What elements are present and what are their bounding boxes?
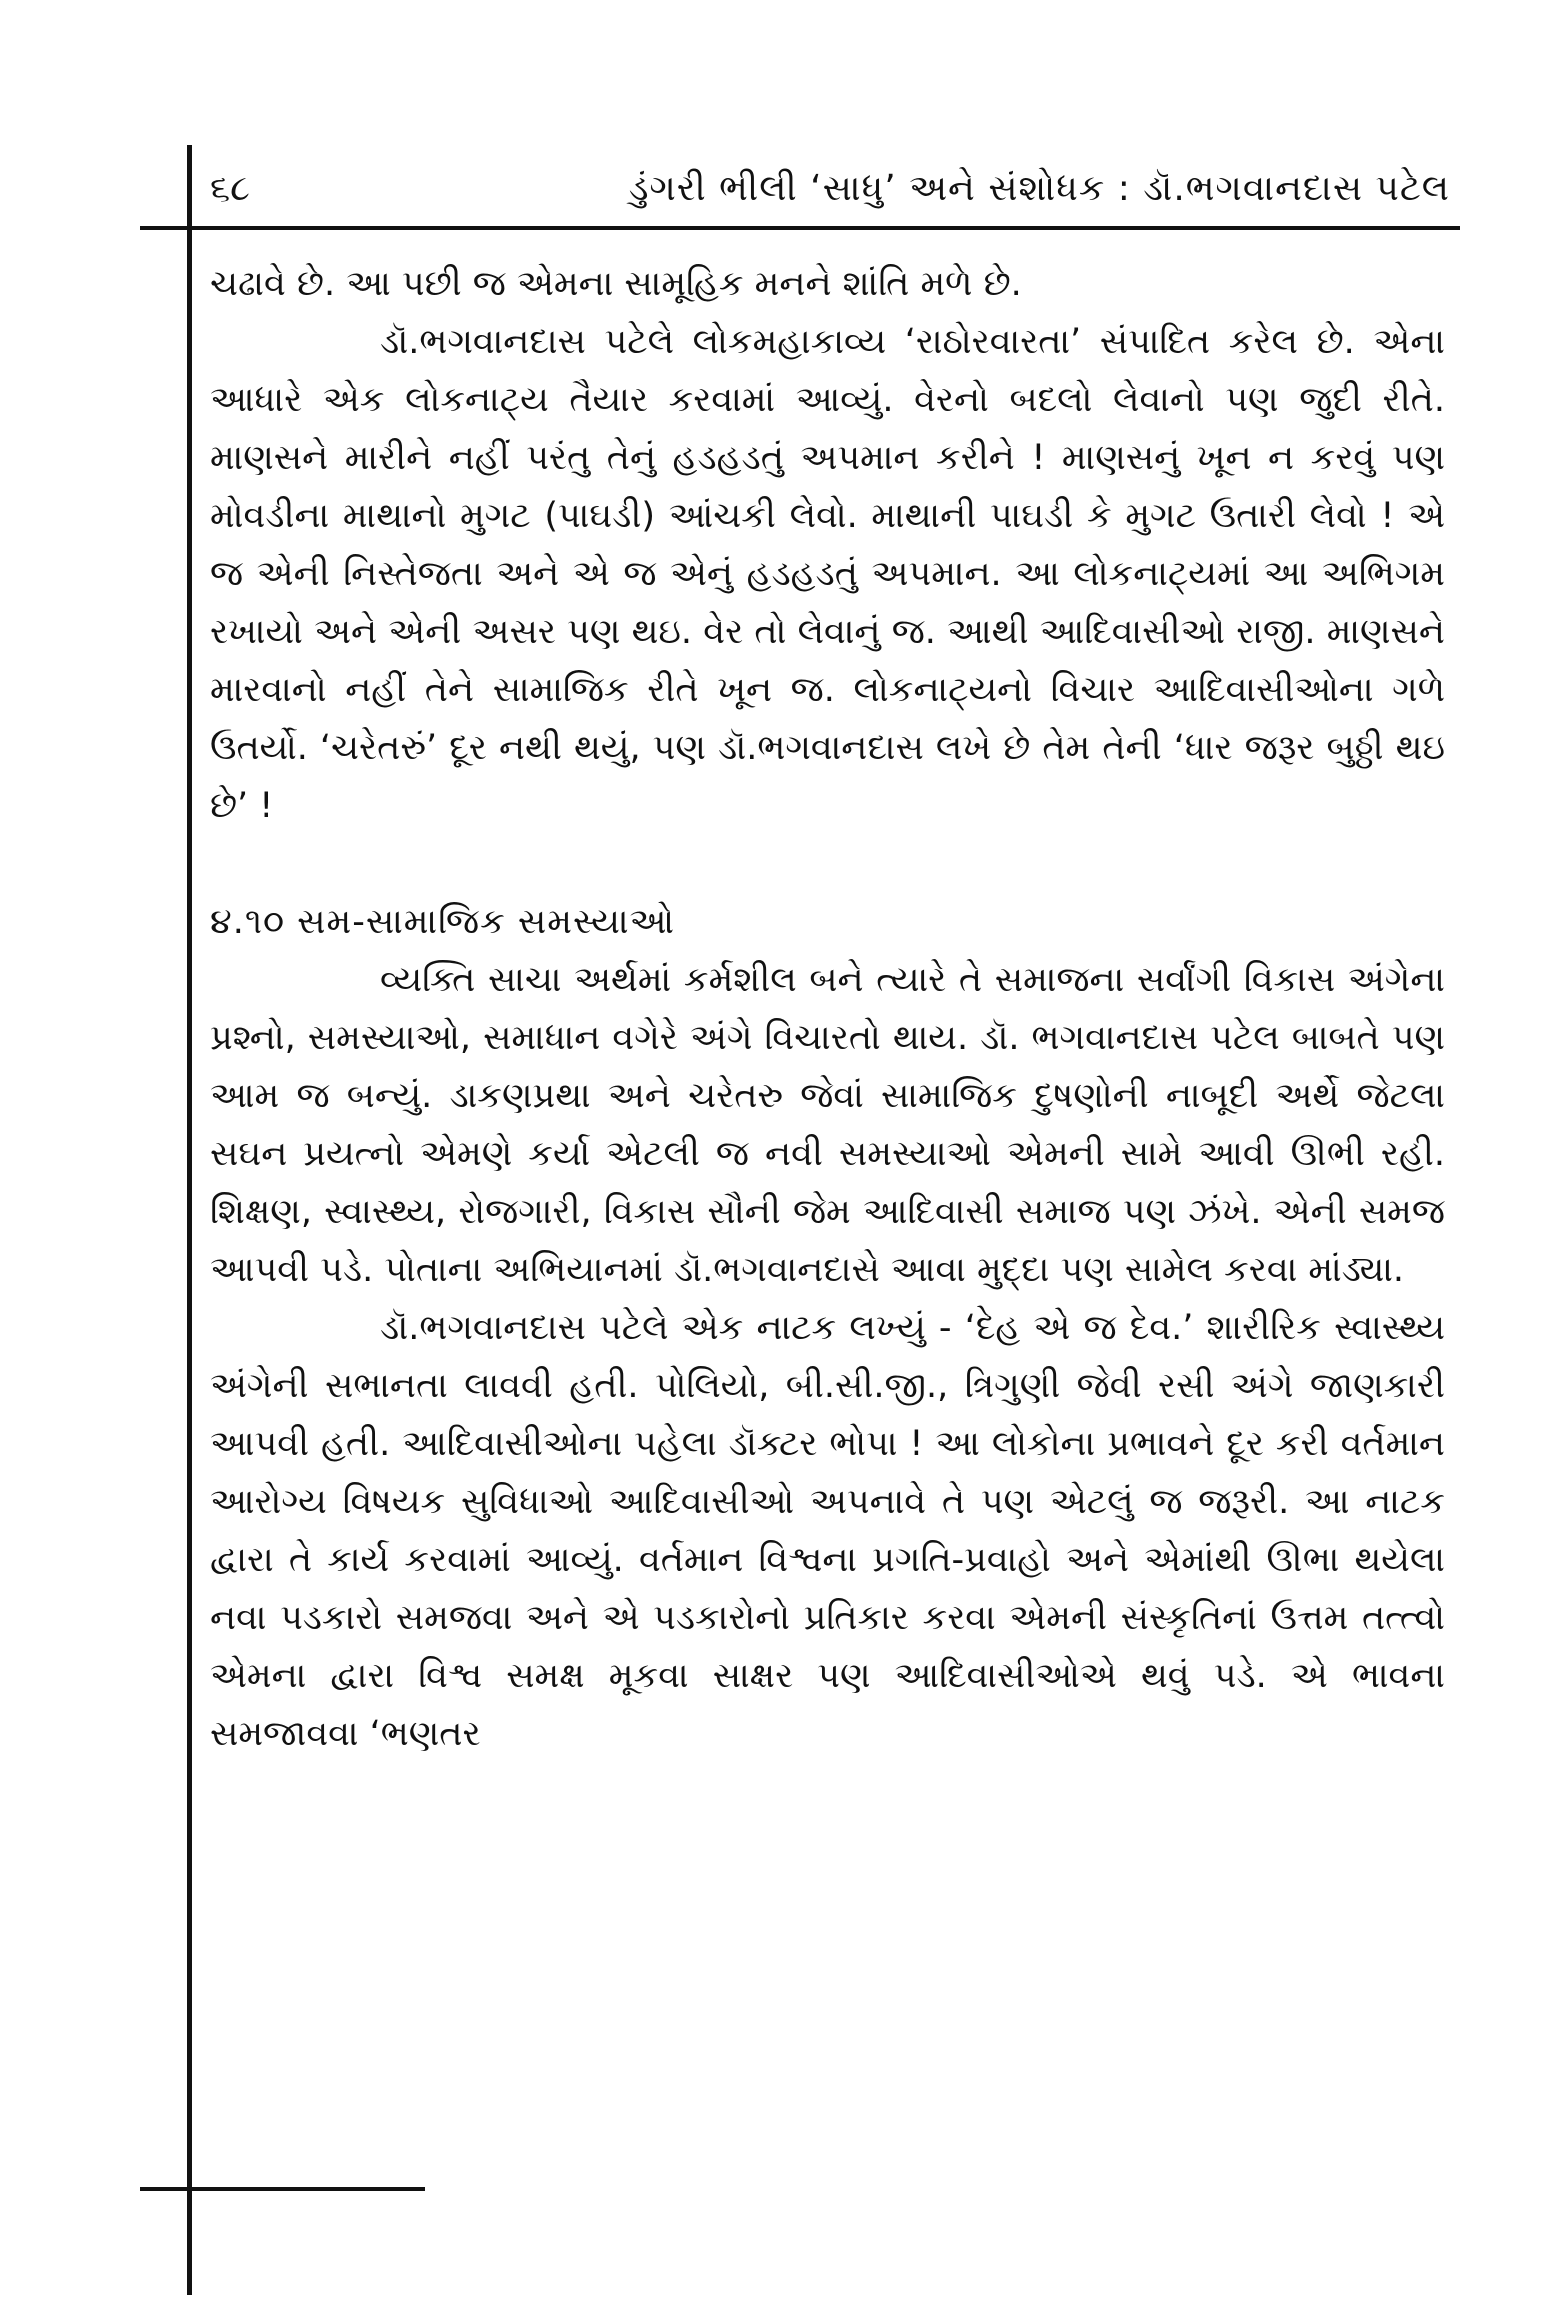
running-title: ડુંગરી ભીલી ‘સાધુ’ અને સંશોધક : ડૉ.ભગવાનદાસ પટેલ — [628, 168, 1450, 209]
header-rule — [140, 226, 1460, 230]
paragraph-continued: ચઢાવે છે. આ પછી જ એમના સામૂહિક મનને શાંતિ મળે છે. — [210, 264, 1022, 304]
paragraph: ડૉ.ભગવાનદાસ પટેલે લોકમહાકાવ્ય ‘રાઠોરવારતા’ સંપાદિત કરેલ છે. એના આધારે એક લોકનાટ્ય તૈયાર કરવામાં આવ્યું. વેરનો બદલો લેવાનો પણ જુદી રીતે. માણસને મારીને નહીં પરંતુ તેનું હડહડતું અપમાન કરીને ! માણસનું ખૂન ન કરવું પણ મોવડીના માથાનો મુગટ (પાઘડી) આંચકી લેવો. માથાની પાઘડી કે મુગટ ઉતારી લેવો ! એ જ એની નિસ્તેજતા અને એ જ એનું હડહડતું અપમાન. આ લોકનાટ્યમાં આ અભિગમ રખાયો અને એની અસર પણ થઇ. વેર તો લેવાનું જ. આથી આદિવાસીઓ રાજી. માણસને મારવાનો નહીં તેને સામાજિક રીતે ખૂન જ. લોકનાટ્યનો વિચાર આદિવાસીઓના ગળે ઉતર્યો. ‘ચરેતરું’ દૂર નથી થયું, પણ ડૉ.ભગવાનદાસ લખે છે તેમ તેની ‘ધાર જરૂર બુઠ્ઠી થઇ છે’ ! — [210, 322, 1445, 826]
paragraph: વ્યક્તિ સાચા અર્થમાં કર્મશીલ બને ત્યારે તે સમાજના સર્વાંગી વિકાસ અંગેના પ્રશ્નો, સમસ્યાઓ, સમાધાન વગેરે અંગે વિચારતો થાય. ડૉ. ભગવાનદાસ પટેલ બાબતે પણ આમ જ બન્યું. ડાકણપ્રથા અને ચરેતરુ જેવાં સામાજિક દુષણોની નાબૂદી અર્થે જેટલા સઘન પ્રયત્નો એમણે કર્યા એટલી જ નવી સમસ્યાઓ એમની સામે આવી ઊભી રહી. શિક્ષણ, સ્વાસ્થ્ય, રોજગારી, વિકાસ સૌની જેમ આદિવાસી સમાજ પણ ઝંખે. એની સમજ આપવી પડે. પોતાના અભિયાનમાં ડૉ.ભગવાનદાસે આવા મુદ્દા પણ સામેલ કરવા માંડ્યા. — [210, 960, 1445, 1290]
page-body — [210, 255, 1445, 1763]
page-number: ૬૮ — [210, 168, 250, 209]
page-header — [210, 168, 1450, 228]
footer-rule — [140, 2187, 425, 2191]
paragraph: ડૉ.ભગવાનદાસ પટેલે એક નાટક લખ્યું - ‘દેહ એ જ દેવ.’ શારીરિક સ્વાસ્થ્ય અંગેની સભાનતા લાવવી હતી. પોલિયો, બી.સી.જી., ત્રિગુણી જેવી રસી અંગે જાણકારી આપવી હતી. આદિવાસીઓના પહેલા ડૉક્ટર ભોપા ! આ લોકોના પ્રભાવને દૂર કરી વર્તમાન આરોગ્ય વિષયક સુવિધાઓ આદિવાસીઓ અપનાવે તે પણ એટલું જ જરૂરી. આ નાટક દ્વારા તે કાર્ય કરવામાં આવ્યું. વર્તમાન વિશ્વના પ્રગતિ-પ્રવાહો અને એમાંથી ઊભા થયેલા નવા પડકારો સમજવા અને એ પડકારોનો પ્રતિકાર કરવા એમની સંસ્કૃતિનાં ઉત્તમ તત્ત્વો એમના દ્વારા વિશ્વ સમક્ષ મૂકવા સાક્ષર પણ આદિવાસીઓએ થવું પડે. એ ભાવના સમજાવવા ‘ભણતર — [210, 1308, 1445, 1754]
vertical-margin-rule — [187, 145, 192, 2295]
section-heading: ૪.૧૦ સમ-સામાજિક સમસ્યાઓ — [210, 902, 676, 942]
